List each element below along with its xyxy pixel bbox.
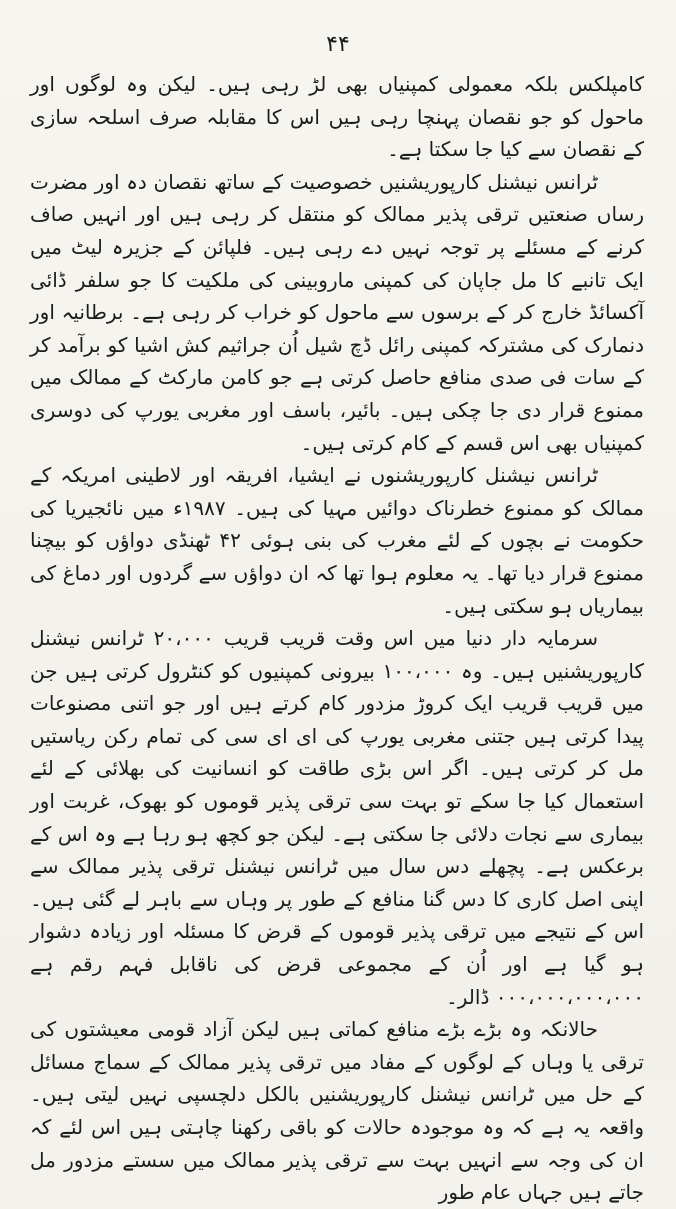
paragraph: سرمایہ دار دنیا میں اس وقت قریب قریب ۲۰،۰۰۰ ٹرانس نیشنل کارپوریشنیں ہیں۔ وہ ۱۰۰،۰۰۰ بیرونی کمپنیوں کو کنٹرول کرتی ہیں جن میں قریب قریب ایک کروڑ مزدور کام کرتے ہیں اور جو اتنی مصنوعات پیدا کرتی ہیں جتنی مغربی یورپ کی ای ای سی کی تمام رکن ریاستیں مل کر کرتی ہیں۔ اگر اس بڑی طاقت کو انسانیت کی بھلائی کے لئے استعمال کیا جا سکے تو بہت سی ترقی پذیر قوموں کو بھوک، غربت اور بیماری سے نجات دلائی جا سکتی ہے۔ لیکن جو کچھ ہو رہا ہے وہ اس کے برعکس ہے۔ پچھلے دس سال میں ٹرانس نیشنل ترقی پذیر ممالک سے اپنی اصل کاری کا دس گنا منافع کے طور پر وہاں سے باہر لے گئی ہیں۔ اس کے نتیجے میں ترقی پذیر قوموں کے قرض کا مسئلہ اور زیادہ دشوار ہو گیا ہے اور اُن کے مجموعی قرض کی ناقابل فہم رقم ہے ۰۰۰،۰۰۰،۰۰۰،۰۰۰ ڈالر۔ (30, 626, 644, 1009)
paragraph: کامپلکس بلکہ معمولی کمپنیاں بھی لڑ رہی ہیں۔ لیکن وہ لوگوں اور ماحول کو جو نقصان پہنچا رہی ہیں اس کا مقابلہ صرف اسلحہ سازی کے نقصان سے کیا جا سکتا ہے۔ (30, 72, 644, 162)
paragraph: حالانکہ وہ بڑے بڑے منافع کماتی ہیں لیکن آزاد قومی معیشتوں کی ترقی یا وہاں کے لوگوں کے مفاد میں ترقی پذیر ممالک کے سماج مسائل کے حل میں ٹرانس نیشنل کارپوریشنیں بالکل دلچسپی نہیں لیتی ہیں۔ واقعہ یہ ہے کہ وہ موجودہ حالات کو باقی رکھنا چاہتی ہیں اس لئے کہ ان کی وجہ سے انہیں بہت سے ترقی پذیر ممالک میں سستے مزدور مل جاتے ہیں جہاں عام طور (30, 1017, 644, 1205)
page-number: ۴۴ (326, 32, 350, 57)
page-body-text (30, 68, 644, 1209)
paragraph: ٹرانس نیشنل کارپوریشنیں خصوصیت کے ساتھ نقصان دہ اور مضرت رساں صنعتیں ترقی پذیر ممالک کو منتقل کر رہی ہیں اور انہیں صاف کرنے کے مسئلے پر توجہ نہیں دے رہی ہیں۔ فلپائن کے جزیرہ لیٹ میں ایک تانبے کا مل جاپان کی کمپنی ماروبینی کی ملکیت کا جو سلفر ڈائی آکسائڈ خارج کر کے برسوں سے ماحول کو خراب کر رہی ہے۔ برطانیہ اور دنمارک کی مشترکہ کمپنی رائل ڈچ شیل اُن جراثیم کش اشیا کو برآمد کر کے سات فی صدی منافع حاصل کرتی ہے جو کامن مارکٹ کے ممالک میں ممنوع قرار دی جا چکی ہیں۔ بائیر، باسف اور مغربی یورپ کی دوسری کمپنیاں بھی اس قسم کے کام کرتی ہیں۔ (30, 169, 644, 455)
paragraph: ٹرانس نیشنل کارپوریشنوں نے ایشیا، افریقہ اور لاطینی امریکہ کے ممالک کو ممنوع خطرناک دوائیں مہیا کی ہیں۔ ۱۹۸۷ء میں نائجیریا کی حکومت نے بچوں کے لئے مغرب کی بنی ہوئی ۴۲ ٹھنڈی دواؤں کو بیچنا ممنوع قرار دیا تھا۔ یہ معلوم ہوا تھا کہ ان دواؤں سے گردوں اور دماغ کی بیماریاں ہو سکتی ہیں۔ (30, 463, 644, 618)
